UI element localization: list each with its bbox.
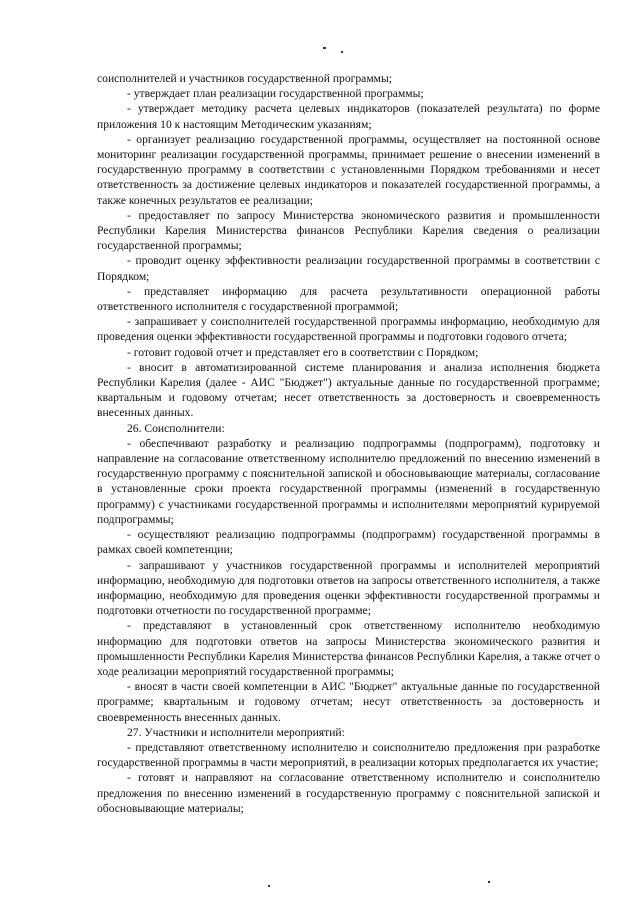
paragraph: - обеспечивают разработку и реализацию подпрограммы (подпрограмм), подготовку и направление на согласование ответственному исполнителю предложений по внесению изменений в государственную программу с пояснительной запиской и обосновывающие материалы, согласование в установленные сроки проекта государственной программы (изменений в государственную программу) с участниками государственной программы и исполнителями мероприятий курируемой подпрограммы;: [97, 436, 600, 526]
paragraph: - запрашивают у участников государственной программы и исполнителей мероприятий информацию, необходимую для подготовки ответов на запросы ответственного исполнителя, а также информацию, необходимую для проведения оценки эффективности государственной программы и подготовки отчетности по государственной программе;: [97, 558, 600, 618]
section-heading: 26. Соисполнители:: [127, 421, 225, 435]
paragraph: - представляют в установленный срок ответственному исполнителю необходимую информацию для подготовки ответов на запросы Министерства экономического развития и промышленности Республики Карелия Министерства финансов Республики Карелия, а также отчет о ходе реализации мероприятий государственной программы;: [97, 619, 600, 678]
scan-artifact: [341, 51, 343, 53]
paragraph: - организует реализацию государственной программы, осуществляет на постоянной основе мониторинг реализации государственной программы, принимает решение о внесении изменений в государственную программу в соответствии с установленными Порядком требованиями и несет ответственность за достижение целевых индикаторов и показателей государственной программы, а также конечных результатов ее реализации;: [97, 132, 600, 207]
paragraph: - готовит годовой отчет и представляет его в соответствии с Порядком;: [127, 345, 479, 359]
section-heading: 27. Участники и исполнители мероприятий:: [127, 725, 345, 739]
paragraph: - осуществляют реализацию подпрограммы (подпрограмм) государственной программы в рамках своей компетенции;: [97, 528, 600, 557]
paragraph: - представляет информацию для расчета результативности операционной работы ответственного исполнителя с государственной программой;: [97, 284, 600, 314]
paragraph: - готовят и направляют на согласование ответственному исполнителю и соисполнителю предложения по внесению изменений в государственную программу с пояснительной запиской и обосновывающие материалы;: [97, 771, 600, 815]
document-page: [97, 71, 600, 816]
paragraph: - запрашивает у соисполнителей государственной программы информацию, необходимую для проведения оценки эффективности государственной программы и подготовки годового отчета;: [97, 315, 600, 344]
paragraph: - вносит в автоматизированной системе планирования и анализа исполнения бюджета Республики Карелия (далее - АИС "Бюджет") актуальные данные по государственной программе; квартальным и годовому отчетам; несет ответственность за достоверность и своевременность внесенных данных.: [97, 360, 600, 420]
scan-artifact: [268, 885, 270, 887]
paragraph: - представляют ответственному исполнителю и соисполнителю предложения при разработке государственной программы в части мероприятий, в реализации которых предполагается их участие;: [97, 740, 600, 770]
paragraph: - утверждает методику расчета целевых индикаторов (показателей результата) по форме приложения 10 к настоящим Методическим указаниям;: [97, 102, 600, 131]
paragraph: соисполнителей и участников государственной программы;: [97, 72, 393, 85]
paragraph: - проводит оценку эффективности реализации государственной программы в соответствии с Порядком;: [97, 254, 600, 283]
scan-artifact: [323, 47, 326, 49]
paragraph: - предоставляет по запросу Министерства экономического развития и промышленности Республики Карелия Министерства финансов Республики Карелия сведения о реализации государственной программы;: [97, 208, 600, 253]
scan-artifact: [488, 881, 490, 883]
paragraph: - вносят в части своей компетенции в АИС "Бюджет" актуальные данные по государственной программе; квартальным и годовому отчетам; несут ответственность за достоверность и своевременность внесенных данных.: [97, 680, 600, 724]
paragraph: - утверждает план реализации государственной программы;: [127, 87, 424, 101]
